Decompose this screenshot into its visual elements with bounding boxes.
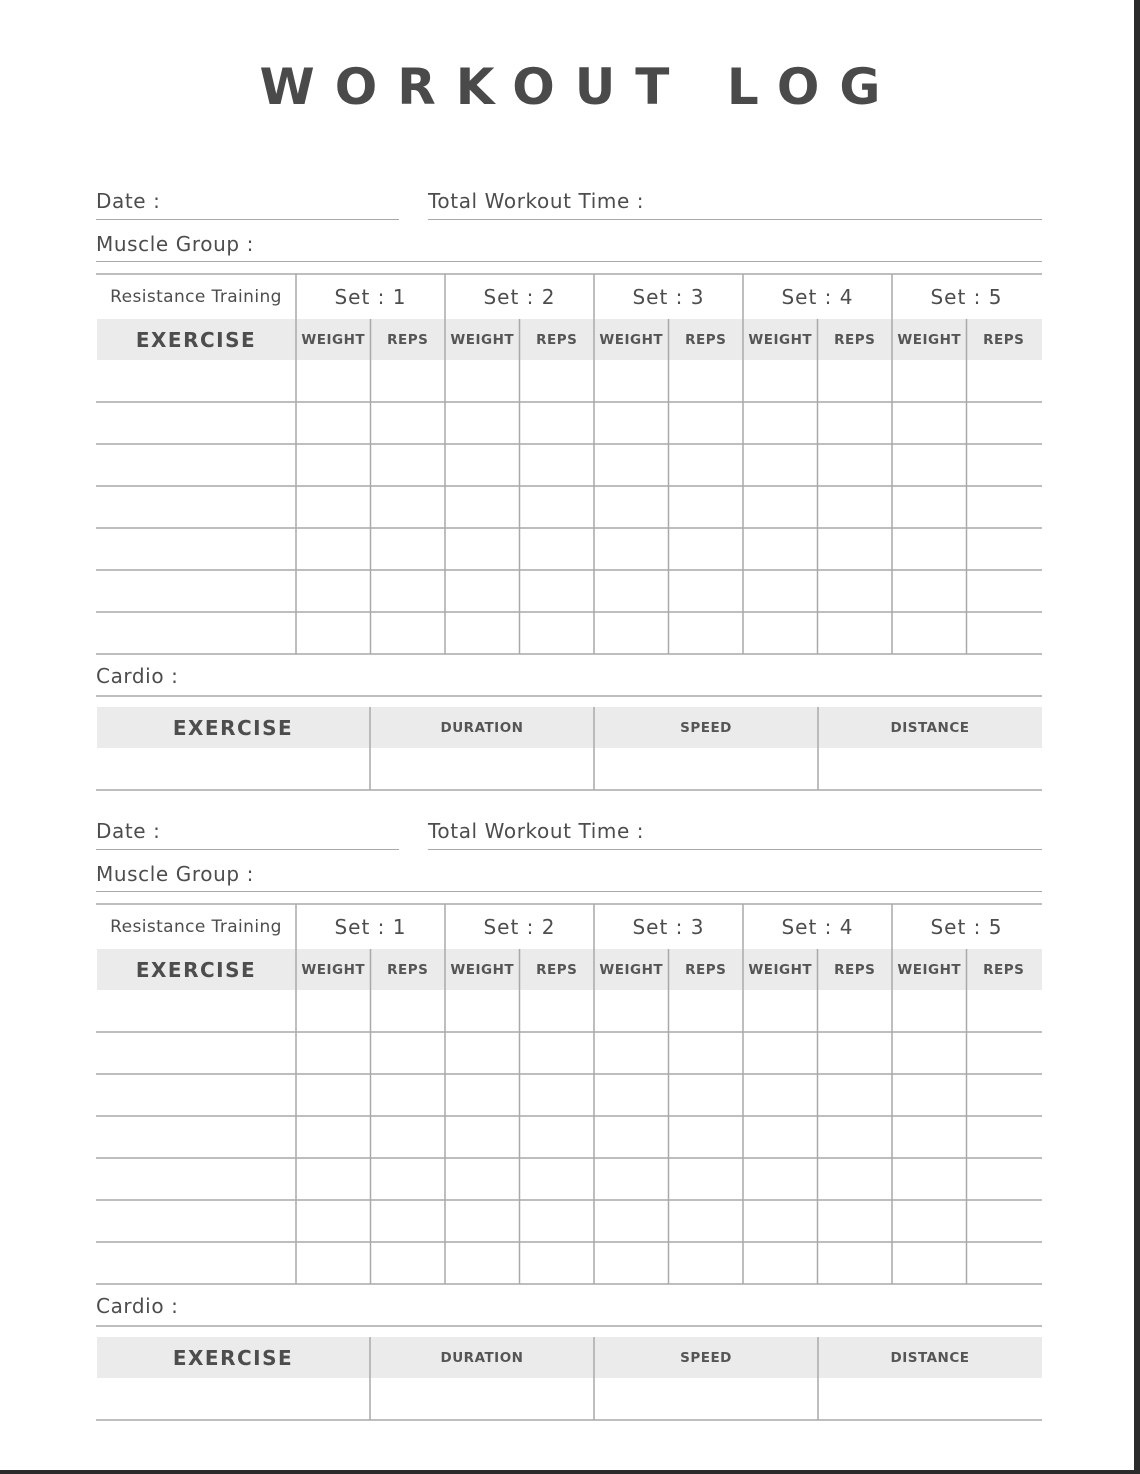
set-3-weight-cell[interactable]	[594, 360, 669, 402]
set-5-weight-cell[interactable]	[892, 570, 967, 612]
set-5-reps-cell[interactable]	[967, 990, 1042, 1032]
set-3-reps-cell[interactable]	[669, 360, 744, 402]
set-2-weight-cell[interactable]	[445, 360, 520, 402]
cardio-speed-cell[interactable]	[594, 1378, 818, 1420]
set-4-weight-cell[interactable]	[743, 1032, 818, 1074]
set-4-weight-cell[interactable]	[743, 486, 818, 528]
set-4-weight-cell[interactable]	[743, 1200, 818, 1242]
exercise-name-cell[interactable]	[96, 486, 296, 528]
page-title: WORKOUT LOG	[259, 58, 901, 116]
set-5-weight-cell[interactable]	[892, 612, 967, 654]
set-1-weight-cell[interactable]	[296, 612, 371, 654]
set-2-reps-cell[interactable]	[520, 402, 595, 444]
cardio-speed-cell[interactable]	[594, 748, 818, 790]
set-2-weight-cell[interactable]	[445, 486, 520, 528]
set-1-weight-cell[interactable]	[296, 444, 371, 486]
set-5-reps-cell[interactable]	[967, 1032, 1042, 1074]
set-2-weight-cell[interactable]	[445, 570, 520, 612]
set-5-weight-cell[interactable]	[892, 444, 967, 486]
exercise-name-cell[interactable]	[96, 1074, 296, 1116]
set-2-weight-cell[interactable]	[445, 402, 520, 444]
set-1-weight-cell[interactable]	[296, 990, 371, 1032]
set-2-reps-cell[interactable]	[520, 1116, 595, 1158]
set-5-reps-cell[interactable]	[967, 1116, 1042, 1158]
set-4-reps-header: REPS	[834, 331, 876, 348]
cardio-duration-cell[interactable]	[370, 1378, 594, 1420]
date-field-line[interactable]	[96, 219, 399, 220]
set-4-weight-header: WEIGHT	[748, 961, 813, 978]
set-1-weight-cell[interactable]	[296, 402, 371, 444]
set-5-reps-cell[interactable]	[967, 1242, 1042, 1284]
cardio-duration-header: DURATION	[440, 1349, 524, 1366]
set-4-reps-cell[interactable]	[818, 570, 893, 612]
set-3-weight-cell[interactable]	[594, 1242, 669, 1284]
exercise-name-cell[interactable]	[96, 444, 296, 486]
set-5-weight-cell[interactable]	[892, 528, 967, 570]
set-5-weight-cell[interactable]	[892, 486, 967, 528]
set-4-reps-cell[interactable]	[818, 612, 893, 654]
set-4-weight-cell[interactable]	[743, 1116, 818, 1158]
set-3-weight-cell[interactable]	[594, 1158, 669, 1200]
set-5-weight-cell[interactable]	[892, 1074, 967, 1116]
set-1-reps-cell[interactable]	[371, 1242, 446, 1284]
set-2-reps-cell[interactable]	[520, 990, 595, 1032]
set-2-weight-cell[interactable]	[445, 1242, 520, 1284]
set-1-reps-cell[interactable]	[371, 402, 446, 444]
set-1-header: Set : 1	[334, 284, 407, 309]
set-3-reps-cell[interactable]	[669, 1200, 744, 1242]
set-2-reps-cell[interactable]	[520, 360, 595, 402]
exercise-name-cell[interactable]	[96, 360, 296, 402]
set-2-weight-cell[interactable]	[445, 612, 520, 654]
set-4-reps-cell[interactable]	[818, 990, 893, 1032]
exercise-name-cell[interactable]	[96, 528, 296, 570]
set-1-reps-header: REPS	[387, 331, 429, 348]
set-1-weight-cell[interactable]	[296, 1032, 371, 1074]
set-1-weight-cell[interactable]	[296, 528, 371, 570]
set-2-weight-cell[interactable]	[445, 1200, 520, 1242]
exercise-name-cell[interactable]	[96, 612, 296, 654]
set-5-weight-cell[interactable]	[892, 360, 967, 402]
set-1-reps-cell[interactable]	[371, 1032, 446, 1074]
set-5-weight-header: WEIGHT	[897, 331, 962, 348]
set-4-header: Set : 4	[781, 284, 854, 309]
cardio-exercise-cell[interactable]	[96, 748, 370, 790]
set-2-reps-cell[interactable]	[520, 1200, 595, 1242]
date-label: Date :	[96, 819, 161, 843]
cardio-label: Cardio :	[96, 664, 179, 688]
set-3-weight-cell[interactable]	[594, 486, 669, 528]
cardio-distance-cell[interactable]	[818, 748, 1042, 790]
set-2-weight-cell[interactable]	[445, 1158, 520, 1200]
set-5-weight-cell[interactable]	[892, 1116, 967, 1158]
set-5-reps-header: REPS	[983, 961, 1025, 978]
set-3-weight-cell[interactable]	[594, 1200, 669, 1242]
set-2-reps-header: REPS	[536, 961, 578, 978]
set-4-weight-cell[interactable]	[743, 1074, 818, 1116]
set-1-reps-cell[interactable]	[371, 360, 446, 402]
set-4-reps-cell[interactable]	[818, 486, 893, 528]
exercise-column-header: EXERCISE	[135, 327, 257, 352]
set-4-reps-header: REPS	[834, 961, 876, 978]
resistance-training-label: Resistance Training	[110, 286, 282, 307]
set-3-reps-cell[interactable]	[669, 1242, 744, 1284]
set-1-reps-cell[interactable]	[371, 528, 446, 570]
set-4-weight-cell[interactable]	[743, 1242, 818, 1284]
set-1-reps-cell[interactable]	[371, 444, 446, 486]
exercise-column-header: EXERCISE	[135, 957, 257, 982]
set-2-weight-cell[interactable]	[445, 1116, 520, 1158]
workout-section-1	[96, 185, 1042, 815]
set-4-reps-cell[interactable]	[818, 402, 893, 444]
set-1-weight-header: WEIGHT	[301, 331, 366, 348]
date-field-line[interactable]	[96, 849, 399, 850]
set-1-weight-cell[interactable]	[296, 570, 371, 612]
set-4-weight-cell[interactable]	[743, 612, 818, 654]
set-3-reps-cell[interactable]	[669, 612, 744, 654]
right-edge-border	[1134, 0, 1140, 1474]
set-2-reps-cell[interactable]	[520, 486, 595, 528]
set-3-weight-cell[interactable]	[594, 612, 669, 654]
set-1-reps-cell[interactable]	[371, 1074, 446, 1116]
set-3-reps-cell[interactable]	[669, 528, 744, 570]
set-3-reps-header: REPS	[685, 331, 727, 348]
set-4-weight-header: WEIGHT	[748, 331, 813, 348]
cardio-exercise-header: EXERCISE	[172, 715, 294, 740]
total-workout-time-field-line[interactable]	[428, 849, 1042, 850]
set-5-reps-cell[interactable]	[967, 1074, 1042, 1116]
set-1-reps-cell[interactable]	[371, 1116, 446, 1158]
set-3-weight-cell[interactable]	[594, 1032, 669, 1074]
set-3-reps-cell[interactable]	[669, 1158, 744, 1200]
total-workout-time-label: Total Workout Time :	[428, 819, 645, 843]
set-3-reps-cell[interactable]	[669, 402, 744, 444]
set-3-weight-cell[interactable]	[594, 1116, 669, 1158]
total-workout-time-label: Total Workout Time :	[428, 189, 645, 213]
set-4-weight-cell[interactable]	[743, 444, 818, 486]
set-4-reps-cell[interactable]	[818, 1116, 893, 1158]
cardio-speed-header: SPEED	[680, 1349, 732, 1366]
set-1-weight-cell[interactable]	[296, 486, 371, 528]
set-5-weight-cell[interactable]	[892, 1032, 967, 1074]
set-4-weight-cell[interactable]	[743, 990, 818, 1032]
set-3-reps-header: REPS	[685, 961, 727, 978]
set-1-reps-cell[interactable]	[371, 1200, 446, 1242]
cardio-exercise-header: EXERCISE	[172, 1345, 294, 1370]
set-2-weight-cell[interactable]	[445, 1032, 520, 1074]
set-4-weight-cell[interactable]	[743, 570, 818, 612]
cardio-distance-header: DISTANCE	[890, 1349, 970, 1366]
set-1-weight-cell[interactable]	[296, 1200, 371, 1242]
set-5-reps-cell[interactable]	[967, 612, 1042, 654]
set-2-weight-cell[interactable]	[445, 528, 520, 570]
set-3-reps-cell[interactable]	[669, 486, 744, 528]
set-4-reps-cell[interactable]	[818, 528, 893, 570]
set-3-reps-cell[interactable]	[669, 570, 744, 612]
set-5-weight-cell[interactable]	[892, 402, 967, 444]
cardio-duration-header: DURATION	[440, 719, 524, 736]
set-2-reps-cell[interactable]	[520, 612, 595, 654]
set-3-header: Set : 3	[632, 284, 705, 309]
set-3-reps-cell[interactable]	[669, 1116, 744, 1158]
set-1-header: Set : 1	[334, 914, 407, 939]
set-4-reps-cell[interactable]	[818, 1074, 893, 1116]
set-3-reps-cell[interactable]	[669, 990, 744, 1032]
set-2-reps-header: REPS	[536, 331, 578, 348]
set-3-weight-cell[interactable]	[594, 990, 669, 1032]
set-4-weight-cell[interactable]	[743, 402, 818, 444]
exercise-name-cell[interactable]	[96, 570, 296, 612]
set-1-weight-cell[interactable]	[296, 1242, 371, 1284]
exercise-name-cell[interactable]	[96, 990, 296, 1032]
set-1-reps-cell[interactable]	[371, 612, 446, 654]
exercise-name-cell[interactable]	[96, 1158, 296, 1200]
date-label: Date :	[96, 189, 161, 213]
set-4-weight-cell[interactable]	[743, 360, 818, 402]
set-3-weight-cell[interactable]	[594, 570, 669, 612]
workout-section-2	[96, 815, 1042, 1445]
set-3-weight-cell[interactable]	[594, 1074, 669, 1116]
exercise-name-cell[interactable]	[96, 1116, 296, 1158]
set-2-reps-cell[interactable]	[520, 1032, 595, 1074]
set-2-reps-cell[interactable]	[520, 1074, 595, 1116]
cardio-exercise-cell[interactable]	[96, 1378, 370, 1420]
set-4-weight-cell[interactable]	[743, 1158, 818, 1200]
muscle-group-label: Muscle Group :	[96, 862, 254, 886]
exercise-name-cell[interactable]	[96, 1200, 296, 1242]
set-5-reps-cell[interactable]	[967, 444, 1042, 486]
set-3-reps-cell[interactable]	[669, 444, 744, 486]
set-5-reps-cell[interactable]	[967, 1200, 1042, 1242]
set-3-weight-cell[interactable]	[594, 444, 669, 486]
set-1-weight-cell[interactable]	[296, 1116, 371, 1158]
set-4-reps-cell[interactable]	[818, 1158, 893, 1200]
set-2-reps-cell[interactable]	[520, 1242, 595, 1284]
set-4-reps-cell[interactable]	[818, 360, 893, 402]
set-1-reps-cell[interactable]	[371, 1158, 446, 1200]
set-4-reps-cell[interactable]	[818, 1242, 893, 1284]
set-2-reps-cell[interactable]	[520, 1158, 595, 1200]
exercise-name-cell[interactable]	[96, 402, 296, 444]
set-2-weight-cell[interactable]	[445, 444, 520, 486]
set-1-weight-header: WEIGHT	[301, 961, 366, 978]
set-5-weight-header: WEIGHT	[897, 961, 962, 978]
muscle-group-label: Muscle Group :	[96, 232, 254, 256]
cardio-duration-cell[interactable]	[370, 748, 594, 790]
set-1-weight-cell[interactable]	[296, 1074, 371, 1116]
muscle-group-field-line[interactable]	[96, 891, 1042, 892]
set-2-weight-header: WEIGHT	[450, 331, 515, 348]
set-4-reps-cell[interactable]	[818, 444, 893, 486]
set-5-weight-cell[interactable]	[892, 1158, 967, 1200]
set-5-header: Set : 5	[930, 284, 1003, 309]
cardio-distance-cell[interactable]	[818, 1378, 1042, 1420]
exercise-name-cell[interactable]	[96, 1032, 296, 1074]
set-4-header: Set : 4	[781, 914, 854, 939]
set-2-weight-cell[interactable]	[445, 990, 520, 1032]
cardio-speed-header: SPEED	[680, 719, 732, 736]
set-5-weight-cell[interactable]	[892, 1242, 967, 1284]
exercise-name-cell[interactable]	[96, 1242, 296, 1284]
set-3-reps-cell[interactable]	[669, 1074, 744, 1116]
set-2-header: Set : 2	[483, 914, 556, 939]
set-5-weight-cell[interactable]	[892, 990, 967, 1032]
set-2-header: Set : 2	[483, 284, 556, 309]
set-2-reps-cell[interactable]	[520, 444, 595, 486]
set-2-weight-cell[interactable]	[445, 1074, 520, 1116]
set-5-reps-cell[interactable]	[967, 528, 1042, 570]
set-1-reps-cell[interactable]	[371, 990, 446, 1032]
set-4-reps-cell[interactable]	[818, 1200, 893, 1242]
total-workout-time-field-line[interactable]	[428, 219, 1042, 220]
bottom-edge-border	[0, 1470, 1140, 1474]
set-5-header: Set : 5	[930, 914, 1003, 939]
set-3-weight-header: WEIGHT	[599, 961, 664, 978]
set-5-reps-cell[interactable]	[967, 486, 1042, 528]
set-1-reps-header: REPS	[387, 961, 429, 978]
set-2-reps-cell[interactable]	[520, 528, 595, 570]
set-5-reps-header: REPS	[983, 331, 1025, 348]
set-5-weight-cell[interactable]	[892, 1200, 967, 1242]
set-4-reps-cell[interactable]	[818, 1032, 893, 1074]
set-4-weight-cell[interactable]	[743, 528, 818, 570]
set-5-reps-cell[interactable]	[967, 1158, 1042, 1200]
set-5-reps-cell[interactable]	[967, 360, 1042, 402]
set-5-reps-cell[interactable]	[967, 402, 1042, 444]
cardio-label: Cardio :	[96, 1294, 179, 1318]
set-1-reps-cell[interactable]	[371, 570, 446, 612]
resistance-training-label: Resistance Training	[110, 916, 282, 937]
set-3-weight-cell[interactable]	[594, 402, 669, 444]
set-2-reps-cell[interactable]	[520, 570, 595, 612]
set-5-reps-cell[interactable]	[967, 570, 1042, 612]
set-1-weight-cell[interactable]	[296, 360, 371, 402]
set-1-reps-cell[interactable]	[371, 486, 446, 528]
set-3-header: Set : 3	[632, 914, 705, 939]
set-3-weight-header: WEIGHT	[599, 331, 664, 348]
set-2-weight-header: WEIGHT	[450, 961, 515, 978]
set-3-reps-cell[interactable]	[669, 1032, 744, 1074]
set-3-weight-cell[interactable]	[594, 528, 669, 570]
muscle-group-field-line[interactable]	[96, 261, 1042, 262]
cardio-distance-header: DISTANCE	[890, 719, 970, 736]
set-1-weight-cell[interactable]	[296, 1158, 371, 1200]
